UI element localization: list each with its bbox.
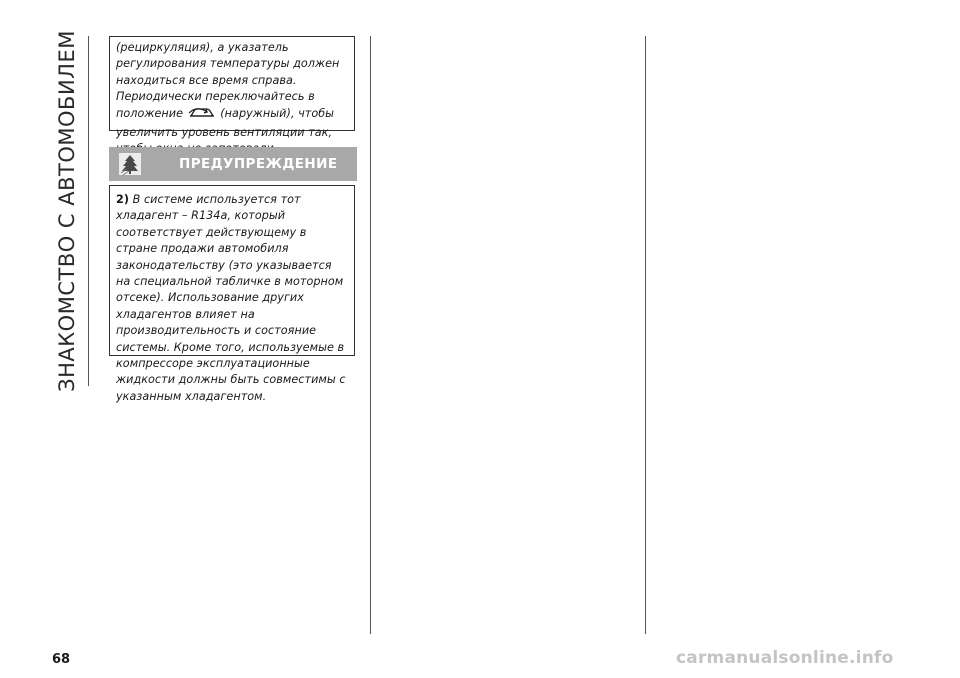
warning-title: ПРЕДУПРЕЖДЕНИЕ <box>179 156 338 172</box>
info-box <box>109 36 355 140</box>
side-divider <box>88 36 89 386</box>
page-number: 68 <box>52 652 71 667</box>
watermark: carmanualsonline.info <box>676 648 894 668</box>
warning-note <box>116 192 348 405</box>
section-title-vertical <box>52 30 82 392</box>
info-paragraph: (рециркуляция), а указатель регулирования температуры должен находиться все время справа. Периодически переключайтесь в положение (наружный), чтобы увеличить уровень вентиляции так, <box>116 41 340 140</box>
note-text: В системе используется тот хладагент – R134a, который соответствует действующему в стране продажи автомобиля законодательству (это указывается на специальной табличке в моторном отсеке). Использование других хладагентов влияет на производительность и состояние системы. Кроме того, используемые в компрессоре эксплуатационные жидкости должны быть совместимы с указанным хладагентом. <box>116 193 346 403</box>
column-divider-1 <box>370 36 371 634</box>
outside-air-icon <box>187 106 217 125</box>
column-divider-2 <box>645 36 646 634</box>
warning-box <box>109 185 355 403</box>
section-title-text: ЗНАКОМСТВО С АВТОМОБИЛЕМ <box>55 30 80 392</box>
environment-tree-icon <box>115 151 145 177</box>
note-number: 2) <box>116 193 129 206</box>
warning-header <box>109 147 357 181</box>
